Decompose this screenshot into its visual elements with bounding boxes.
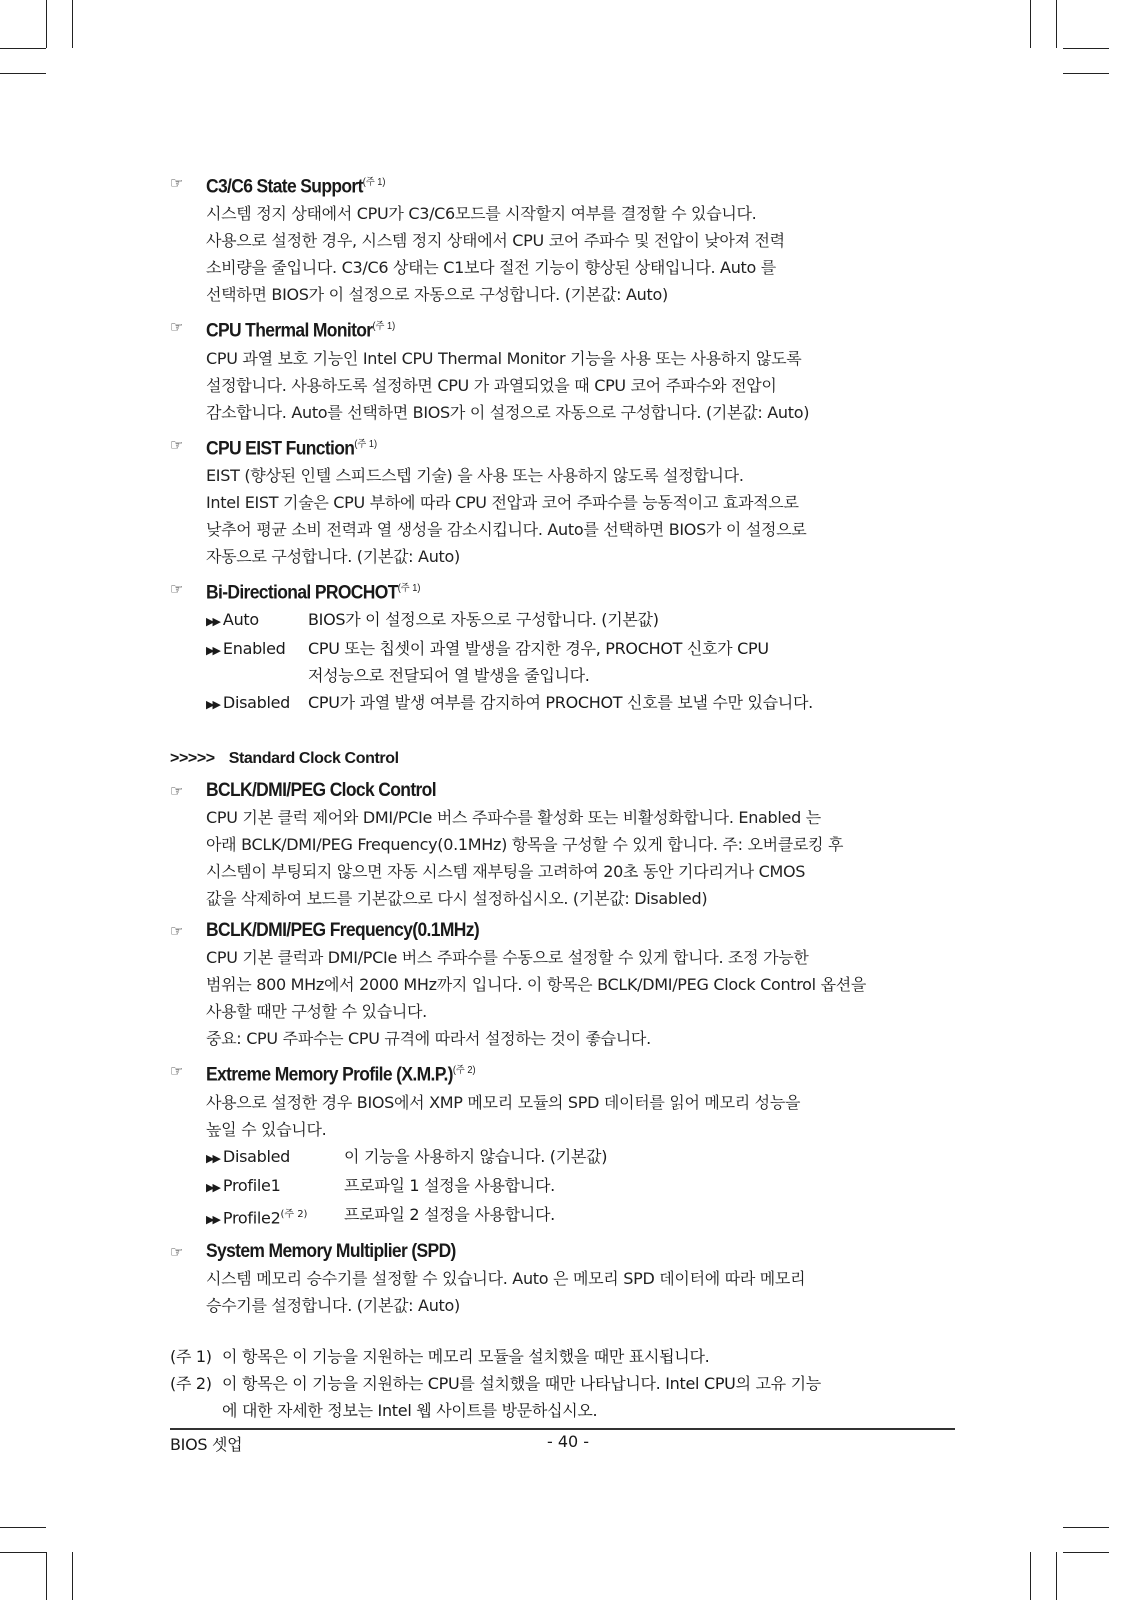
description-line: 사용으로 설정한 경우 BIOS에서 XMP 메모리 모듈의 SPD 데이터를 읽어 메모리 성능을: [206, 1092, 801, 1112]
pointing-hand-icon: ☞: [170, 435, 184, 454]
section-description: [206, 345, 955, 426]
footnote-text: 이 항목은 이 기능을 지원하는 메모리 모듈을 설치했을 때만 표시됩니다.: [222, 1346, 710, 1366]
option-key: ▶▶ Profile2$^{(주 2)}$: [206, 1207, 308, 1227]
crop-mark: [72, 0, 73, 48]
section-title: CPU Thermal Monitor$^{(주 1)}$: [206, 320, 396, 342]
description-line: 시스템 정지 상태에서 CPU가 C3/C6모드를 시작할지 여부를 결정할 수 있습니다.: [206, 204, 757, 224]
section-bclk-clock-control: [170, 778, 955, 804]
crop-mark: [1030, 1552, 1031, 1600]
crop-mark: [0, 73, 46, 74]
section-title: Extreme Memory Profile (X.M.P.)$^{(주 2)}$: [206, 1064, 476, 1086]
double-arrow-icon: ▶▶: [206, 1151, 219, 1165]
option-value: 프로파일 2 설정을 사용합니다.: [344, 1204, 555, 1224]
option-row: [206, 635, 955, 689]
section-title: Bi-Directional PROCHOT$^{(주 1)}$: [206, 582, 421, 604]
section-system-memory-multiplier: [170, 1239, 955, 1265]
option-value: 이 기능을 사용하지 않습니다. (기본값): [344, 1146, 608, 1166]
option-value: CPU 또는 칩셋이 과열 발생을 감지한 경우, PROCHOT 신호가 CPU 저성능으로 전달되어 열 발생을 줄입니다.: [308, 639, 769, 686]
description-line: 높일 수 있습니다.: [206, 1119, 327, 1139]
description-line: Intel EIST 기술은 CPU 부하에 따라 CPU 전압과 코어 주파수를 능동적이고 효과적으로: [206, 492, 799, 512]
pointing-hand-icon: ☞: [170, 922, 184, 941]
section-bclk-frequency: [170, 918, 955, 944]
section-description: [206, 804, 955, 912]
pointing-hand-icon: ☞: [170, 579, 184, 598]
option-value: BIOS가 이 설정으로 자동으로 구성합니다. (기본값): [308, 610, 659, 630]
option-key: ▶▶ Profile1: [206, 1175, 281, 1195]
option-row: [206, 1172, 955, 1201]
crop-mark: [1063, 73, 1109, 74]
important-note: 중요: CPU 주파수는 CPU 규격에 따라서 설정하는 것이 좋습니다.: [206, 1029, 651, 1049]
section-description: [206, 1265, 955, 1319]
description-line: 값을 삭제하여 보드를 기본값으로 다시 설정하십시오. (기본값: Disabled): [206, 889, 708, 909]
crop-mark: [72, 1552, 73, 1600]
option-key: ▶▶ Disabled: [206, 693, 291, 713]
double-arrow-icon: ▶▶: [206, 1180, 219, 1194]
crop-mark: [1030, 0, 1031, 48]
page-content: [170, 164, 955, 1424]
crop-mark: [0, 48, 46, 49]
option-value: CPU가 과열 발생 여부를 감지하여 PROCHOT 신호를 보낼 수만 있습니다.: [308, 693, 813, 713]
double-arrow-icon: ▶▶: [206, 644, 219, 658]
option-row: [206, 1201, 955, 1233]
crop-mark: [0, 1527, 46, 1528]
description-line: EIST (향상된 인텔 스피드스텝 기술) 을 사용 또는 사용하지 않도록 설정합니다.: [206, 465, 744, 485]
option-key: ▶▶ Auto: [206, 610, 259, 630]
crop-mark: [1063, 1527, 1109, 1528]
pointing-hand-icon: ☞: [170, 782, 184, 801]
description-line: 사용할 때만 구성할 수 있습니다.: [206, 1002, 427, 1022]
footnote-key: (주 1): [170, 1346, 212, 1366]
footnote-text: 이 항목은 이 기능을 지원하는 CPU를 설치했을 때만 나타납니다. Intel CPU의 고유 기능 에 대한 자세한 정보는 Intel 웹 사이트를 방문하십시오.: [222, 1373, 821, 1420]
pointing-hand-icon: ☞: [170, 1062, 184, 1081]
section-description: [206, 200, 955, 308]
pointing-hand-icon: ☞: [170, 174, 184, 192]
section-title: C3/C6 State Support$^{(주 1)}$: [206, 176, 386, 198]
description-line: 설정합니다. 사용하도록 설정하면 CPU 가 과열되었을 때 CPU 코어 주파수와 전압이: [206, 375, 777, 395]
description-line: CPU 기본 클럭 제어와 DMI/PCIe 버스 주파수를 활성화 또는 비활성화합니다. Enabled 는: [206, 808, 821, 828]
footnote: [170, 1370, 955, 1424]
description-line: 선택하면 BIOS가 이 설정으로 자동으로 구성합니다. (기본값: Auto): [206, 285, 668, 305]
section-title: BCLK/DMI/PEG Frequency(0.1MHz): [206, 920, 480, 942]
description-line: CPU 과열 보호 기능인 Intel CPU Thermal Monitor 기능을 사용 또는 사용하지 않도록: [206, 348, 802, 368]
crop-mark: [1063, 48, 1109, 49]
crop-mark: [1056, 0, 1057, 48]
footnote: [170, 1343, 955, 1370]
section-description: [206, 944, 955, 1052]
description-line: 아래 BCLK/DMI/PEG Frequency(0.1MHz) 항목을 구성할 수 있게 합니다. 주: 오버클로킹 후: [206, 835, 844, 855]
crop-mark: [0, 1552, 46, 1553]
description-line: 소비량을 줄입니다. C3/C6 상태는 C1보다 절전 기능이 향상된 상태입니다. Auto 를: [206, 258, 776, 278]
description-line: 낮추어 평균 소비 전력과 열 생성을 감소시킵니다. Auto를 선택하면 BIOS가 이 설정으로: [206, 519, 807, 539]
option-row: [206, 606, 955, 635]
option-row: [206, 1143, 955, 1172]
description-line: 승수기를 설정합니다. (기본값: Auto): [206, 1295, 460, 1315]
section-cpu-eist-function: [170, 432, 955, 462]
section-title: BCLK/DMI/PEG Clock Control: [206, 780, 436, 802]
footnote-key: (주 2): [170, 1373, 212, 1393]
description-line: 범위는 800 MHz에서 2000 MHz까지 입니다. 이 항목은 BCLK/DMI/PEG Clock Control 옵션을: [206, 975, 867, 995]
section-extreme-memory-profile: [170, 1058, 955, 1088]
option-key: ▶▶ Enabled: [206, 639, 286, 659]
crop-mark: [46, 1552, 47, 1600]
description-line: CPU 기본 클럭과 DMI/PCIe 버스 주파수를 수동으로 설정할 수 있게 합니다. 조정 가능한: [206, 948, 809, 968]
description-line: 감소합니다. Auto를 선택하면 BIOS가 이 설정으로 자동으로 구성합니다. (기본값: Auto): [206, 402, 810, 422]
pointing-hand-icon: ☞: [170, 318, 184, 337]
footer-divider: [170, 1428, 955, 1430]
section-cpu-thermal-monitor: [170, 314, 955, 344]
option-value: 프로파일 1 설정을 사용합니다.: [344, 1175, 555, 1195]
option-row: [206, 689, 955, 718]
section-c3c6-state-support: [170, 170, 955, 200]
double-arrow-icon: ▶▶: [206, 1212, 219, 1226]
section-title: System Memory Multiplier (SPD): [206, 1240, 456, 1262]
description-line: 자동으로 구성합니다. (기본값: Auto): [206, 546, 460, 566]
control-header: [170, 746, 955, 772]
description-line: 시스템이 부팅되지 않으면 자동 시스템 재부팅을 고려하여 20초 동안 기다리거나 CMOS: [206, 862, 806, 882]
footer-section-name: BIOS 셋업: [170, 1435, 243, 1454]
section-description: [206, 1089, 955, 1143]
option-key: ▶▶ Disabled: [206, 1146, 291, 1166]
crop-mark: [1063, 1552, 1109, 1553]
crop-mark: [46, 0, 47, 48]
description-line: 시스템 메모리 승수기를 설정할 수 있습니다. Auto 은 메모리 SPD 데이터에 따라 메모리: [206, 1268, 806, 1288]
double-arrow-icon: ▶▶: [206, 698, 219, 712]
crop-mark: [1056, 1552, 1057, 1600]
control-header-label: Standard Clock Control: [228, 750, 399, 768]
description-line: 사용으로 설정한 경우, 시스템 정지 상태에서 CPU 코어 주파수 및 전압이 낮아져 전력: [206, 231, 785, 251]
section-description: [206, 462, 955, 570]
pointing-hand-icon: ☞: [170, 1242, 184, 1261]
section-bi-directional-prochot: [170, 576, 955, 606]
page-number: - 40 -: [547, 1432, 590, 1451]
section-title: CPU EIST Function$^{(주 1)}$: [206, 437, 378, 459]
chevrons-icon: >>>>>: [170, 750, 215, 768]
double-arrow-icon: ▶▶: [206, 615, 219, 629]
